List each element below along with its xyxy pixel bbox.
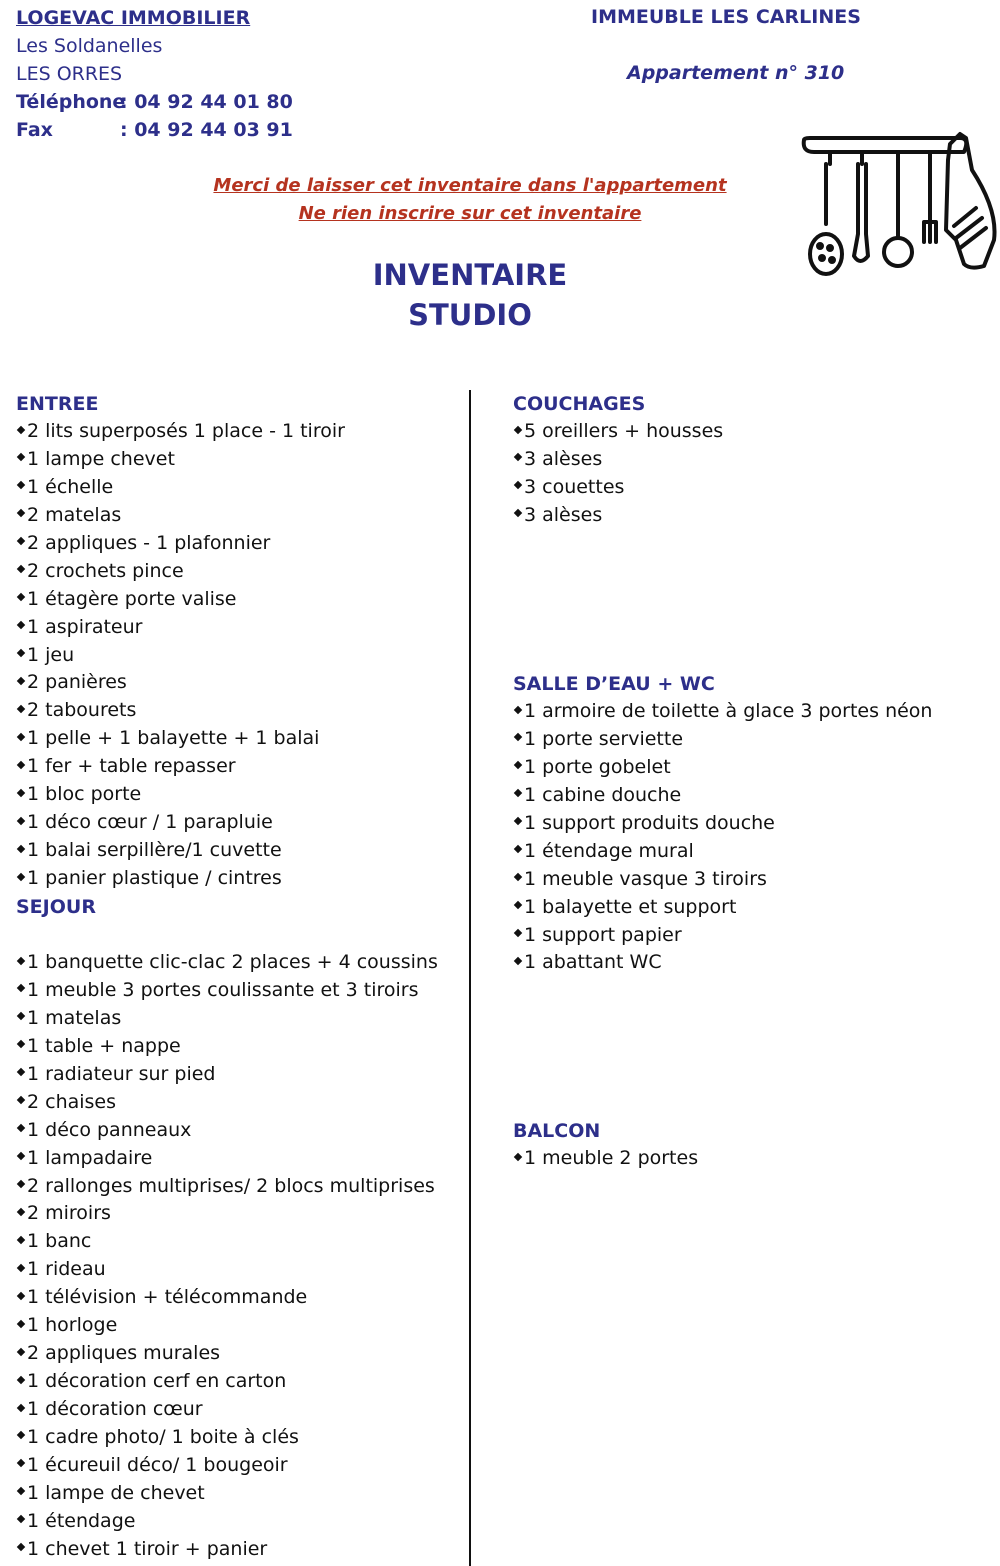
list-item	[513, 949, 932, 977]
list-item	[16, 1117, 438, 1145]
list-item	[16, 1312, 438, 1340]
bullet-icon	[17, 733, 25, 741]
list-item	[16, 1005, 438, 1033]
list-item-text: 1 télévision + télécommande	[27, 1286, 308, 1309]
list-item-text: 1 jeu	[27, 643, 75, 666]
list-item-text: 2 rallonges multiprises/ 2 blocs multiprises	[27, 1174, 435, 1197]
bullet-icon	[17, 1096, 25, 1104]
bullet-icon	[514, 929, 522, 937]
list-item-text: 2 miroirs	[27, 1202, 111, 1225]
list-item-text: 1 écureuil déco/ 1 bougeoir	[27, 1453, 288, 1476]
bullet-icon	[17, 956, 25, 964]
bullet-icon	[17, 1068, 25, 1076]
bullet-icon	[17, 1319, 25, 1327]
bullet-icon	[17, 1515, 25, 1523]
bullet-icon	[17, 425, 25, 433]
list-item-text: 1 radiateur sur pied	[27, 1062, 216, 1085]
list-item	[16, 669, 345, 697]
bullet-icon	[17, 816, 25, 824]
list-sejour	[16, 949, 438, 1564]
list-item-text: 1 balai serpillère/1 cuvette	[27, 839, 282, 862]
phone-value: : 04 92 44 01 80	[120, 91, 293, 113]
address-line-1: Les Soldanelles	[16, 35, 163, 57]
list-item-text: 1 horloge	[27, 1314, 118, 1337]
list-item	[513, 894, 932, 922]
list-item-text: 1 armoire de toilette à glace 3 portes néon	[524, 700, 933, 722]
list-item-text: 3 couettes	[524, 475, 625, 498]
bullet-icon	[17, 1236, 25, 1244]
list-item-text: 1 étagère porte valise	[27, 587, 237, 610]
list-item	[16, 642, 345, 670]
bullet-icon	[514, 761, 522, 769]
list-item-text: 1 lampe chevet	[27, 447, 175, 470]
list-item	[16, 865, 345, 893]
list-item	[16, 1200, 438, 1228]
list-item-text: 1 balayette et support	[524, 895, 737, 918]
list-item-text: 1 banquette clic-clac 2 places + 4 coussins	[27, 951, 438, 973]
list-item	[16, 977, 438, 1005]
list-item-text: 1 chevet 1 tiroir + panier	[27, 1537, 268, 1560]
list-item	[16, 502, 345, 530]
list-item-text: 1 cadre photo/ 1 boite à clés	[27, 1425, 299, 1448]
list-item-text: 1 meuble 3 portes coulissante et 3 tiroirs	[27, 978, 419, 1001]
list-item	[513, 922, 932, 950]
bullet-icon	[514, 817, 522, 825]
bullet-icon	[17, 1292, 25, 1300]
notice-line-2: Ne rien inscrire sur cet inventaire	[298, 203, 642, 224]
list-item-text: 1 support papier	[524, 923, 682, 946]
bullet-icon	[17, 705, 25, 713]
list-item	[513, 782, 932, 810]
bullet-icon	[514, 845, 522, 853]
bullet-icon	[17, 1152, 25, 1160]
list-item	[16, 418, 345, 446]
list-item-text: 1 étendage	[27, 1509, 136, 1532]
list-item-text: 1 déco cœur / 1 parapluie	[27, 811, 273, 834]
list-item	[16, 1536, 438, 1564]
list-item-text: 1 échelle	[27, 475, 114, 498]
list-item	[16, 697, 345, 725]
list-item-text: 2 appliques - 1 plafonnier	[27, 531, 271, 554]
section-title-salle-eau: SALLE D’EAU + WC	[513, 673, 715, 695]
bullet-icon	[17, 481, 25, 489]
bullet-icon	[17, 509, 25, 517]
fax-line	[16, 116, 293, 144]
list-item-text: 1 abattant WC	[524, 951, 662, 974]
building-name: IMMEUBLE LES CARLINES	[591, 6, 861, 28]
list-item-text: 2 tabourets	[27, 699, 137, 722]
section-title-sejour: SEJOUR	[16, 896, 96, 918]
list-item-text: 1 meuble vasque 3 tiroirs	[524, 867, 767, 890]
list-item-text: 1 fer + table repasser	[27, 755, 236, 778]
bullet-icon	[17, 677, 25, 685]
fax-label: Fax	[16, 119, 53, 141]
list-item-text: 1 pelle + 1 balayette + 1 balai	[27, 727, 320, 750]
bullet-icon	[17, 872, 25, 880]
section-salle-eau	[513, 670, 932, 977]
list-item-text: 1 panier plastique / cintres	[27, 867, 282, 889]
list-item-text: 2 matelas	[27, 503, 122, 526]
list-item	[513, 726, 932, 754]
list-item	[16, 1368, 438, 1396]
bullet-icon	[17, 593, 25, 601]
list-item-text: 1 porte serviette	[524, 727, 684, 750]
list-item	[513, 446, 723, 474]
list-item-text: 2 crochets pince	[27, 559, 184, 582]
section-title-couchages: COUCHAGES	[513, 393, 646, 415]
bullet-icon	[17, 984, 25, 992]
list-item	[16, 1508, 438, 1536]
list-item	[16, 1173, 438, 1201]
bullet-icon	[17, 649, 25, 657]
bullet-icon	[17, 844, 25, 852]
list-item	[16, 809, 345, 837]
list-item-text: 1 bloc porte	[27, 783, 142, 806]
bullet-icon	[17, 1180, 25, 1188]
fax-value: : 04 92 44 03 91	[120, 119, 293, 141]
bullet-icon	[17, 1487, 25, 1495]
list-item	[16, 530, 345, 558]
list-item-text: 1 lampadaire	[27, 1146, 153, 1169]
section-title-balcon: BALCON	[513, 1120, 601, 1142]
list-item	[16, 1033, 438, 1061]
bullet-icon	[17, 761, 25, 769]
list-item	[513, 1145, 698, 1173]
address-line-2: LES ORRES	[16, 63, 123, 85]
apartment-number: Appartement n° 310	[627, 62, 845, 84]
list-item	[16, 837, 345, 865]
list-item	[16, 558, 345, 586]
agency-header	[16, 4, 293, 144]
list-item-text: 3 alèses	[524, 447, 603, 470]
bullet-icon	[17, 1403, 25, 1411]
bullet-icon	[514, 789, 522, 797]
list-entree	[16, 418, 345, 893]
list-item	[16, 1480, 438, 1508]
phone-line	[16, 88, 293, 116]
list-item-text: 1 décoration cœur	[27, 1398, 203, 1420]
bullet-icon	[514, 705, 522, 713]
list-item-text: 1 porte gobelet	[524, 755, 671, 778]
list-item	[16, 1284, 438, 1312]
list-item	[16, 753, 345, 781]
list-item-text: 1 rideau	[27, 1258, 106, 1281]
list-item-text: 1 banc	[27, 1230, 92, 1253]
bullet-icon	[514, 509, 522, 517]
list-balcon	[513, 1145, 698, 1173]
list-item-text: 1 décoration cerf en carton	[27, 1370, 287, 1393]
list-item	[16, 1396, 438, 1424]
list-item-text: 1 aspirateur	[27, 615, 143, 638]
section-title-entree: ENTREE	[16, 393, 99, 415]
bullet-icon	[17, 1040, 25, 1048]
bullet-icon	[17, 788, 25, 796]
list-item	[513, 810, 932, 838]
bullet-icon	[514, 1152, 522, 1160]
bullet-icon	[17, 453, 25, 461]
bullet-icon	[17, 621, 25, 629]
bullet-icon	[17, 565, 25, 573]
bullet-icon	[17, 1347, 25, 1355]
bullet-icon	[514, 453, 522, 461]
list-item-text: 1 déco panneaux	[27, 1118, 192, 1141]
list-couchages	[513, 418, 723, 530]
list-item	[16, 1228, 438, 1256]
notice-line-1: Merci de laisser cet inventaire dans l'appartement	[213, 175, 727, 196]
bullet-icon	[17, 1012, 25, 1020]
bullet-icon	[514, 481, 522, 489]
list-item-text: 3 alèses	[524, 503, 603, 526]
bullet-icon	[17, 537, 25, 545]
page-title: INVENTAIRE	[372, 258, 568, 292]
page-subtitle: STUDIO	[408, 298, 532, 332]
list-item	[16, 1340, 438, 1368]
list-item-text: 2 appliques murales	[27, 1342, 221, 1365]
list-item-text: 1 étendage mural	[524, 839, 694, 862]
list-item-text: 2 lits superposés 1 place - 1 tiroir	[27, 420, 345, 442]
list-item-text: 2 panières	[27, 671, 127, 694]
list-item	[16, 446, 345, 474]
list-item	[513, 418, 723, 446]
company-name: LOGEVAC IMMOBILIER	[16, 7, 251, 29]
list-item-text: 1 table + nappe	[27, 1034, 181, 1057]
bullet-icon	[17, 1459, 25, 1467]
bullet-icon	[17, 1375, 25, 1383]
list-item	[16, 474, 345, 502]
section-balcon	[513, 1117, 698, 1173]
bullet-icon	[514, 733, 522, 741]
list-item	[513, 502, 723, 530]
list-item	[513, 698, 932, 726]
list-item	[16, 781, 345, 809]
column-divider	[469, 390, 471, 1566]
bullet-icon	[17, 1208, 25, 1216]
list-salle-eau	[513, 698, 932, 977]
list-item-text: 1 cabine douche	[524, 783, 682, 806]
bullet-icon	[17, 1431, 25, 1439]
list-item	[16, 725, 345, 753]
section-couchages	[513, 390, 723, 530]
list-item	[16, 1145, 438, 1173]
list-item	[16, 949, 438, 977]
list-item	[513, 838, 932, 866]
list-item-text: 1 matelas	[27, 1006, 122, 1029]
list-item	[513, 866, 932, 894]
section-entree	[16, 390, 345, 893]
list-item	[16, 1256, 438, 1284]
bullet-icon	[17, 1124, 25, 1132]
bullet-icon	[17, 1543, 25, 1551]
list-item	[16, 614, 345, 642]
list-item-text: 2 chaises	[27, 1090, 117, 1113]
list-item	[16, 1061, 438, 1089]
list-item-text: 5 oreillers + housses	[524, 420, 724, 442]
phone-label: Téléphone	[16, 91, 126, 113]
list-item	[513, 474, 723, 502]
list-item	[16, 586, 345, 614]
list-item	[16, 1424, 438, 1452]
bullet-icon	[17, 1264, 25, 1272]
bullet-icon	[514, 425, 522, 433]
list-item	[16, 1452, 438, 1480]
bullet-icon	[514, 873, 522, 881]
list-item	[16, 1089, 438, 1117]
list-item-text: 1 meuble 2 portes	[524, 1147, 699, 1169]
bullet-icon	[514, 901, 522, 909]
list-item-text: 1 lampe de chevet	[27, 1481, 205, 1504]
section-sejour	[16, 893, 438, 1564]
list-item	[513, 754, 932, 782]
list-item-text: 1 support produits douche	[524, 811, 775, 834]
bullet-icon	[514, 957, 522, 965]
